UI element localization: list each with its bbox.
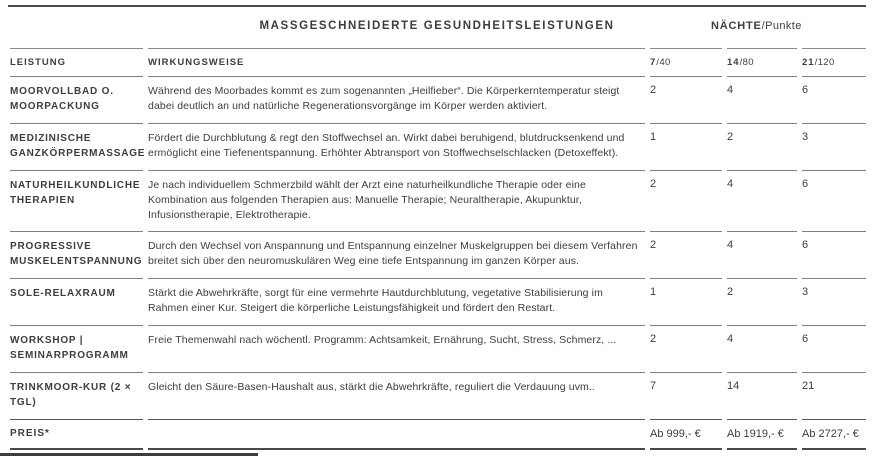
nights-points-label <box>705 20 806 32</box>
title-row <box>8 7 866 48</box>
tier1-value: 2 <box>650 231 722 278</box>
service-name: NATURHEILKUNDLICHE THERAPIEN <box>10 170 143 231</box>
column-header-wirkungsweise: WIRKUNGSWEISE <box>148 48 645 76</box>
tier2-value: 4 <box>727 76 797 123</box>
column-header-tier-3: 21/120 <box>802 48 866 76</box>
tier1-value: 2 <box>650 170 722 231</box>
price-row <box>8 419 866 450</box>
service-description: Fördert die Durchblutung & regt den Stoffwechsel an. Wirkt dabei beruhigend, blutdrucksenkend und ermöglicht eine Tiefenentspannung. Erhöhter Abtransport von Stoffwechselschlacken (Detoxeffekt). <box>148 123 645 170</box>
tier2-value: 4 <box>727 231 797 278</box>
service-description: Während des Moorbades kommt es zum sogenannten „Heilfieber“. Die Körperkerntemperatur steigt dabei deutlich an und natürliche Regenerationsvorgänge im Körper werden aktiviert. <box>148 76 645 123</box>
price-tier-1: Ab 999,- € <box>650 419 722 450</box>
service-description: Freie Themenwahl nach wöchentl. Programm: Achtsamkeit, Ernährung, Sucht, Stress, Schmerz, ... <box>148 325 645 372</box>
service-description: Durch den Wechsel von Anspannung und Entspannung einzelner Muskelgruppen bei diesem Verfahren breitet sich über den neuromuskulären Weg eine tiefe Entspannung im ganzen Körper aus. <box>148 231 645 278</box>
service-description: Stärkt die Abwehrkräfte, sorgt für eine vermehrte Hautdurchblutung, vegetative Stabilisierung im Rahmen einer Kur. Steigert die körperliche Leistungsfähigkeit und fördert den Restart. <box>148 278 645 325</box>
tier3-value: 21 <box>802 372 866 419</box>
tier2-value: 2 <box>727 278 797 325</box>
tier3-value: 3 <box>802 278 866 325</box>
price-row-spacer <box>148 419 645 450</box>
tier3-value: 6 <box>802 76 866 123</box>
nights-label-bold: NÄCHTE <box>711 20 762 32</box>
table-row <box>8 170 866 231</box>
column-header-tier-1: 7/40 <box>650 48 722 76</box>
table-row <box>8 372 866 419</box>
tier1-value: 1 <box>650 123 722 170</box>
table-header-row <box>8 48 866 76</box>
table-row <box>8 231 866 278</box>
tier3-value: 6 <box>802 170 866 231</box>
bottom-section-edge <box>0 453 258 456</box>
tier3-value: 6 <box>802 325 866 372</box>
column-header-tier-2: 14/80 <box>727 48 797 76</box>
tier1-value: 1 <box>650 278 722 325</box>
tier2-value: 4 <box>727 170 797 231</box>
service-name: WORKSHOP | SEMINARPROGRAMM <box>10 325 143 372</box>
page-title: MASSGESCHNEIDERTE GESUNDHEITSLEISTUNGEN <box>259 20 615 32</box>
service-name: MOORVOLLBAD O. MOORPACKUNG <box>10 76 143 123</box>
nights-label-rest: /Punkte <box>761 20 802 32</box>
tier3-value: 3 <box>802 123 866 170</box>
tier2-value: 14 <box>727 372 797 419</box>
table-body <box>8 76 866 419</box>
service-name: TRINKMOOR-KUR (2 × TGL) <box>10 372 143 419</box>
table-row <box>8 278 866 325</box>
service-name: SOLE-RELAXRAUM <box>10 278 143 325</box>
service-name: MEDIZINISCHE GANZKÖRPERMASSAGE <box>10 123 143 170</box>
tier1-value: 2 <box>650 325 722 372</box>
tier3-value: 6 <box>802 231 866 278</box>
price-label: PREIS* <box>10 419 143 450</box>
tier1-value: 2 <box>650 76 722 123</box>
column-header-leistung: LEISTUNG <box>10 48 143 76</box>
table-row <box>8 76 866 123</box>
price-tier-2: Ab 1919,- € <box>727 419 797 450</box>
service-description: Je nach individuellem Schmerzbild wählt der Arzt eine naturheilkundliche Therapie oder eine Kombination aus folgenden Therapien aus: Manuelle Therapie; Neuraltherapie, Akupunktur, Infusionstherapie, Elektrotherapie. <box>148 170 645 231</box>
service-name: PROGRESSIVE MUSKELENTSPANNUNG <box>10 231 143 278</box>
service-description: Gleicht den Säure-Basen-Haushalt aus, stärkt die Abwehrkräfte, reguliert die Verdauung uvm.. <box>148 372 645 419</box>
price-tier-3: Ab 2727,- € <box>802 419 866 450</box>
table-row <box>8 123 866 170</box>
tier1-value: 7 <box>650 372 722 419</box>
table-row <box>8 325 866 372</box>
tier2-value: 4 <box>727 325 797 372</box>
tier2-value: 2 <box>727 123 797 170</box>
